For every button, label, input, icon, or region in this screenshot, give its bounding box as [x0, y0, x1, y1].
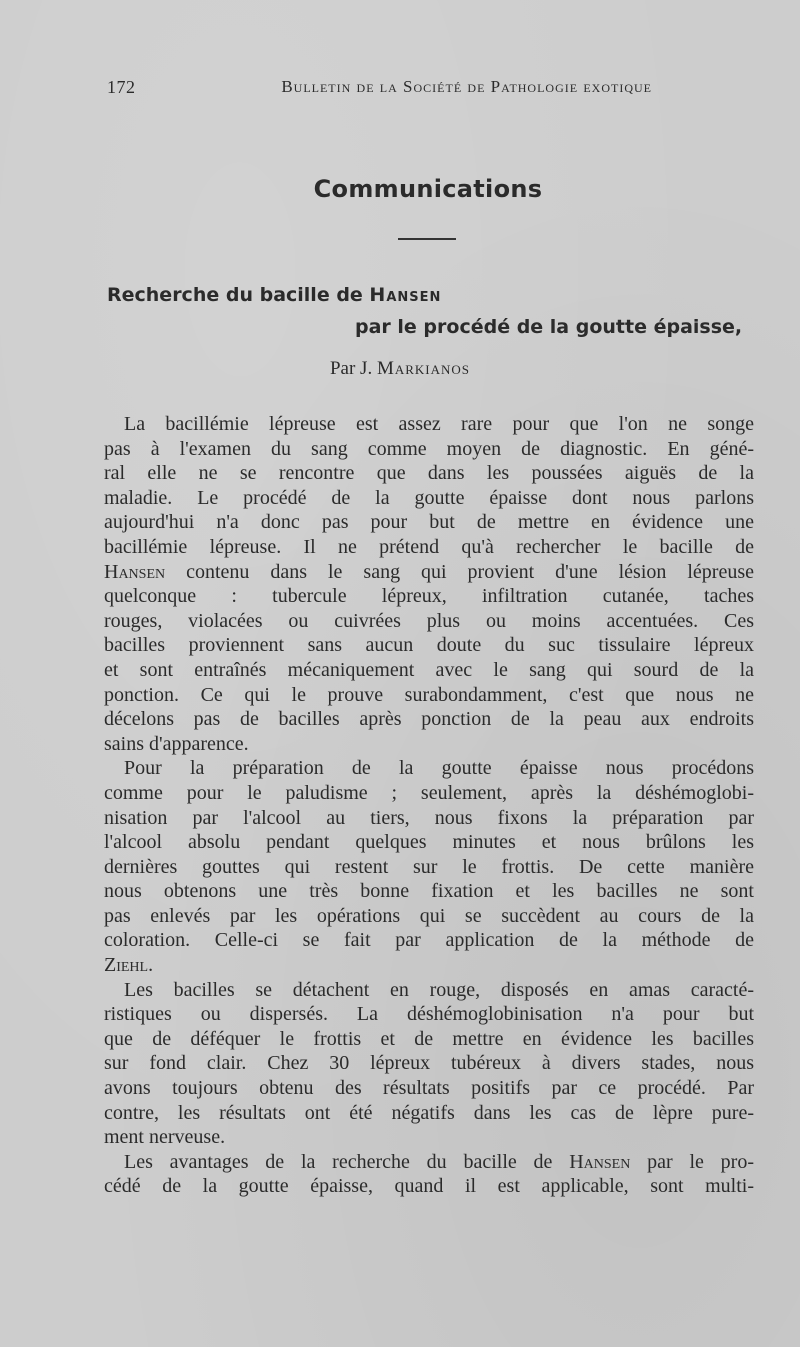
- proper-name: Hansen: [104, 560, 166, 583]
- body-line: sur fond clair. Chez 30 lépreux tubéreux à divers stades, nous: [104, 1052, 754, 1075]
- running-header: [107, 77, 652, 98]
- proper-name: Ziehl: [104, 954, 149, 977]
- body-line: sains d'apparence.: [104, 732, 249, 755]
- body-line: pas à l'examen du sang comme moyen de diagnostic. En géné-: [104, 437, 754, 460]
- article-title-line-2: par le procédé de la goutte épaisse,: [355, 316, 743, 338]
- section-title: Communications: [313, 175, 543, 203]
- article-title-line-1: [107, 284, 441, 306]
- body-line: avons toujours obtenu des résultats positifs par ce procédé. Par: [104, 1077, 754, 1100]
- body-line: pas enlevés par les opérations qui se succèdent au cours de la: [104, 904, 754, 927]
- body-line: ment nerveuse.: [104, 1126, 226, 1149]
- body-line: bacilles proviennent sans aucun doute du suc tissulaire lépreux: [104, 634, 754, 657]
- body-line: ponction. Ce qui le prouve surabondamment, c'est que nous ne: [104, 683, 754, 706]
- body-line: Les bacilles se détachent en rouge, disposés en amas caracté-: [124, 978, 754, 1001]
- article-title-name: Hansen: [369, 284, 442, 306]
- body-line: nous obtenons une très bonne fixation et les bacilles ne sont: [104, 880, 754, 903]
- body-line: coloration. Celle-ci se fait par application de la méthode de: [104, 929, 754, 952]
- body-line: et sont entraînés mécaniquement avec le sang qui sourd de la: [104, 658, 754, 681]
- body-line: comme pour le paludisme ; seulement, après la déshémoglobi-: [104, 781, 754, 804]
- body-line: ral elle ne se rencontre que dans les poussées aiguës de la: [104, 462, 754, 485]
- title-divider: [398, 238, 456, 240]
- byline-prefix: Par J.: [329, 358, 377, 379]
- body-line: Ziehl.: [104, 954, 154, 977]
- byline: [0, 358, 800, 380]
- body-line: maladie. Le procédé de la goutte épaisse dont nous parlons: [104, 486, 754, 509]
- body-line: aujourd'hui n'a donc pas pour but de mettre en évidence une: [104, 511, 754, 534]
- body-line: l'alcool absolu pendant quelques minutes et nous brûlons les: [104, 831, 754, 854]
- article-body: [104, 412, 754, 1199]
- body-line: ristiques ou dispersés. La déshémoglobinisation n'a pour but: [104, 1003, 754, 1026]
- body-line: dernières gouttes qui restent sur le frottis. De cette manière: [104, 855, 754, 878]
- body-line: Hansen contenu dans le sang qui provient d'une lésion lépreuse: [104, 560, 754, 583]
- page-number: 172: [107, 77, 136, 97]
- journal-title: Bulletin de la Société de Pathologie exotique: [281, 77, 652, 96]
- body-line: que de déféquer le frottis et de mettre en évidence les bacilles: [104, 1027, 754, 1050]
- body-line: Pour la préparation de la goutte épaisse nous procédons: [124, 757, 754, 780]
- body-line: nisation par l'alcool au tiers, nous fixons la préparation par: [104, 806, 754, 829]
- body-line: quelconque : tubercule lépreux, infiltration cutanée, taches: [104, 585, 754, 608]
- byline-author: Markianos: [376, 358, 471, 379]
- body-line: bacillémie lépreuse. Il ne prétend qu'à rechercher le bacille de: [104, 535, 754, 558]
- article-title-text: Recherche du bacille de: [107, 284, 370, 306]
- body-line: Les avantages de la recherche du bacille de Hansen par le pro-: [124, 1150, 754, 1173]
- body-line: cédé de la goutte épaisse, quand il est applicable, sont multi-: [104, 1175, 754, 1198]
- proper-name: Hansen: [569, 1150, 631, 1173]
- body-line: La bacillémie lépreuse est assez rare pour que l'on ne songe: [124, 413, 754, 435]
- body-line: décelons pas de bacilles après ponction de la peau aux endroits: [104, 708, 754, 731]
- body-line: contre, les résultats ont été négatifs dans les cas de lèpre pure-: [104, 1101, 754, 1124]
- body-line: rouges, violacées ou cuivrées plus ou moins accentuées. Ces: [104, 609, 754, 632]
